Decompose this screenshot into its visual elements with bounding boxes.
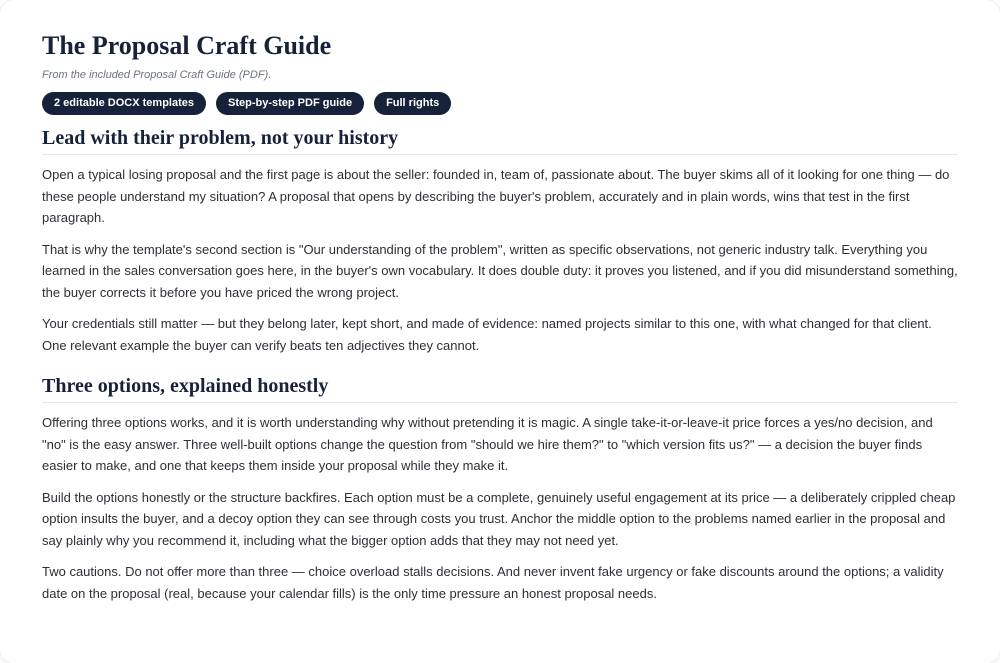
badge-pdf-guide: Step-by-step PDF guide (216, 92, 364, 115)
badge-row (42, 92, 958, 115)
badge-docx-templates: 2 editable DOCX templates (42, 92, 206, 115)
paragraph: Your credentials still matter — but they belong later, kept short, and made of evidence: named projects similar to this one, with what changed for that client. One relevant example the buyer can verify beats ten adjectives they cannot. (42, 316, 932, 353)
page-subtitle: From the included Proposal Craft Guide (PDF). (42, 69, 272, 81)
paragraph: Two cautions. Do not offer more than three — choice overload stalls decisions. And never invent fake urgency or fake discounts around the options; a validity date on the proposal (real, because your calendar fills) is the only time pressure an honest proposal needs. (42, 564, 944, 601)
paragraph: Build the options honestly or the structure backfires. Each option must be a complete, genuinely useful engagement at its price — a deliberately crippled cheap option insults the buyer, and a decoy option they can see through costs you trust. Anchor the middle option to the problems named earlier in the proposal and say plainly why you recommend it, including what the bigger option adds that they may not need yet. (42, 489, 956, 548)
section-heading: Three options, explained honestly (42, 374, 958, 403)
badge-full-rights: Full rights (374, 92, 451, 115)
page-title: The Proposal Craft Guide (42, 31, 332, 60)
paragraph: Open a typical losing proposal and the first page is about the seller: founded in, team of, passionate about. The buyer skims all of it looking for one thing — do these people understand my situation? A proposal that opens by describing the buyer's problem, accurately and in plain words, wins that test in the first paragraph. (42, 167, 950, 225)
section-options (42, 374, 958, 604)
section-heading: Lead with their problem, not your history (42, 126, 958, 155)
section-problem (42, 126, 958, 356)
paragraph: That is why the template's second section is "Our understanding of the problem", written as specific observations, not generic industry talk. Everything you learned in the sales conversation goes here, in the buyer's own vocabulary. It does double duty: it proves you listened, and if you did misunderstand something, the buyer corrects it before you have priced the wrong project. (42, 241, 958, 300)
paragraph: Offering three options works, and it is worth understanding why without pretending it is magic. A single take-it-or-leave-it price forces a yes/no decision, and "no" is the easy answer. Three well-built options change the question from "should we hire them?" to "which version fits us?" — a decision the buyer finds easier to make, and one that keeps them inside your proposal while they make it. (42, 415, 933, 473)
